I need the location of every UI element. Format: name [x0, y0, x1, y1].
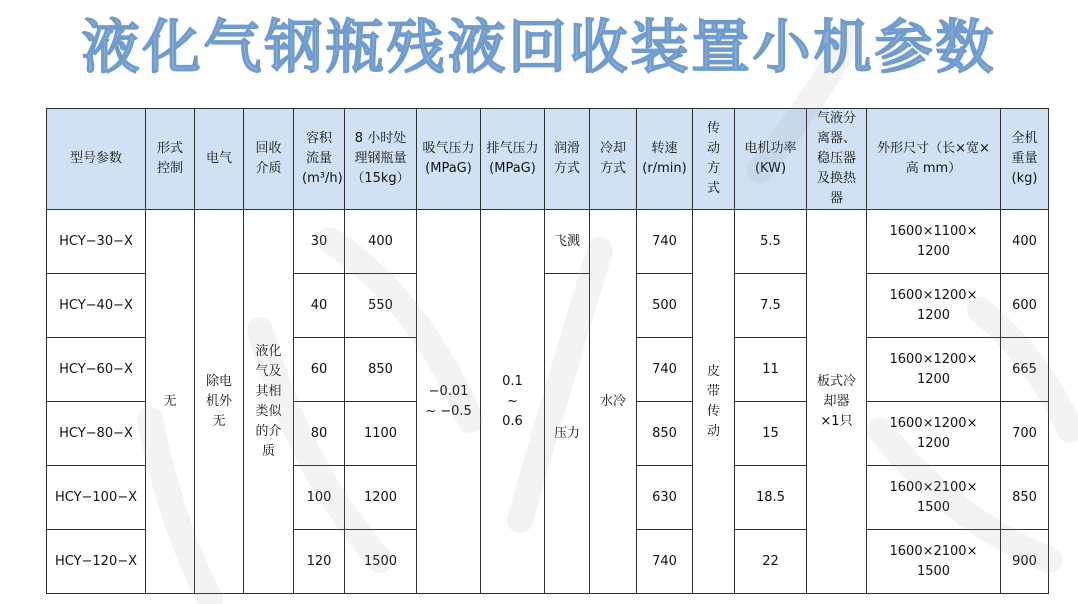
throughput-cell: 1100 [345, 402, 417, 466]
weight-cell: 600 [1001, 274, 1049, 338]
header-flow: 容积流量(m³/h) [294, 109, 345, 210]
header-model: 型号参数 [47, 109, 146, 210]
header-medium: 回收介质 [244, 109, 294, 210]
flow-cell: 30 [294, 210, 345, 274]
throughput-cell: 400 [345, 210, 417, 274]
throughput-cell: 1200 [345, 466, 417, 530]
speed-cell: 740 [637, 210, 693, 274]
separator-cell: 板式冷却器×1只 [807, 210, 867, 594]
table-row [47, 210, 1049, 274]
dimensions-cell: 1600×1200× 1200 [867, 338, 1001, 402]
weight-cell: 665 [1001, 338, 1049, 402]
model-cell: HCY−80−X [47, 402, 146, 466]
power-cell: 7.5 [735, 274, 807, 338]
dimensions-cell: 1600×1200× 1200 [867, 274, 1001, 338]
electric-cell: 除电机外无 [195, 210, 244, 594]
dimensions-cell: 1600×1100× 1200 [867, 210, 1001, 274]
model-cell: HCY−120−X [47, 530, 146, 594]
header-throughput: 8 小时处理钢瓶量（15kg） [345, 109, 417, 210]
dimensions-cell: 1600×2100× 1500 [867, 466, 1001, 530]
header-suction: 吸气压力(MPaG) [417, 109, 481, 210]
page-title: 液化气钢瓶残液回收装置小机参数 [81, 13, 997, 81]
header-speed: 转速(r/min) [637, 109, 693, 210]
speed-cell: 500 [637, 274, 693, 338]
header-form-control: 形式控制 [146, 109, 195, 210]
power-cell: 22 [735, 530, 807, 594]
header-row [47, 109, 1049, 210]
speed-cell: 740 [637, 338, 693, 402]
header-weight: 全机重量(kg) [1001, 109, 1049, 210]
speed-cell: 850 [637, 402, 693, 466]
lubrication-splash-cell: 飞溅 [545, 210, 590, 274]
header-cooling: 冷却方式 [590, 109, 637, 210]
power-cell: 11 [735, 338, 807, 402]
header-lubrication: 润滑方式 [545, 109, 590, 210]
flow-cell: 80 [294, 402, 345, 466]
dimensions-cell: 1600×2100× 1500 [867, 530, 1001, 594]
header-separator: 气液分离器、稳压器及换热器 [807, 109, 867, 210]
weight-cell: 400 [1001, 210, 1049, 274]
header-drive: 传动方式 [693, 109, 735, 210]
medium-cell: 液化气及其相类似的介质 [244, 210, 294, 594]
discharge-cell: 0.1 ~ 0.6 [481, 210, 545, 594]
speed-cell: 740 [637, 530, 693, 594]
header-dimensions: 外形尺寸（长×宽×高 mm） [867, 109, 1001, 210]
throughput-cell: 550 [345, 274, 417, 338]
lubrication-pressure-cell: 压力 [545, 274, 590, 594]
power-cell: 15 [735, 402, 807, 466]
weight-cell: 700 [1001, 402, 1049, 466]
dimensions-cell: 1600×1200× 1200 [867, 402, 1001, 466]
model-cell: HCY−40−X [47, 274, 146, 338]
parameter-table [46, 108, 1049, 594]
header-power: 电机功率(KW) [735, 109, 807, 210]
suction-cell: −0.01 ~ −0.5 [417, 210, 481, 594]
weight-cell: 850 [1001, 466, 1049, 530]
cooling-cell: 水冷 [590, 210, 637, 594]
header-discharge: 排气压力(MPaG) [481, 109, 545, 210]
model-cell: HCY−100−X [47, 466, 146, 530]
flow-cell: 60 [294, 338, 345, 402]
flow-cell: 100 [294, 466, 345, 530]
throughput-cell: 850 [345, 338, 417, 402]
model-cell: HCY−30−X [47, 210, 146, 274]
model-cell: HCY−60−X [47, 338, 146, 402]
flow-cell: 40 [294, 274, 345, 338]
form-control-cell: 无 [146, 210, 195, 594]
power-cell: 18.5 [735, 466, 807, 530]
weight-cell: 900 [1001, 530, 1049, 594]
header-electric: 电气 [195, 109, 244, 210]
power-cell: 5.5 [735, 210, 807, 274]
speed-cell: 630 [637, 466, 693, 530]
throughput-cell: 1500 [345, 530, 417, 594]
drive-cell: 皮带传动 [693, 210, 735, 594]
flow-cell: 120 [294, 530, 345, 594]
